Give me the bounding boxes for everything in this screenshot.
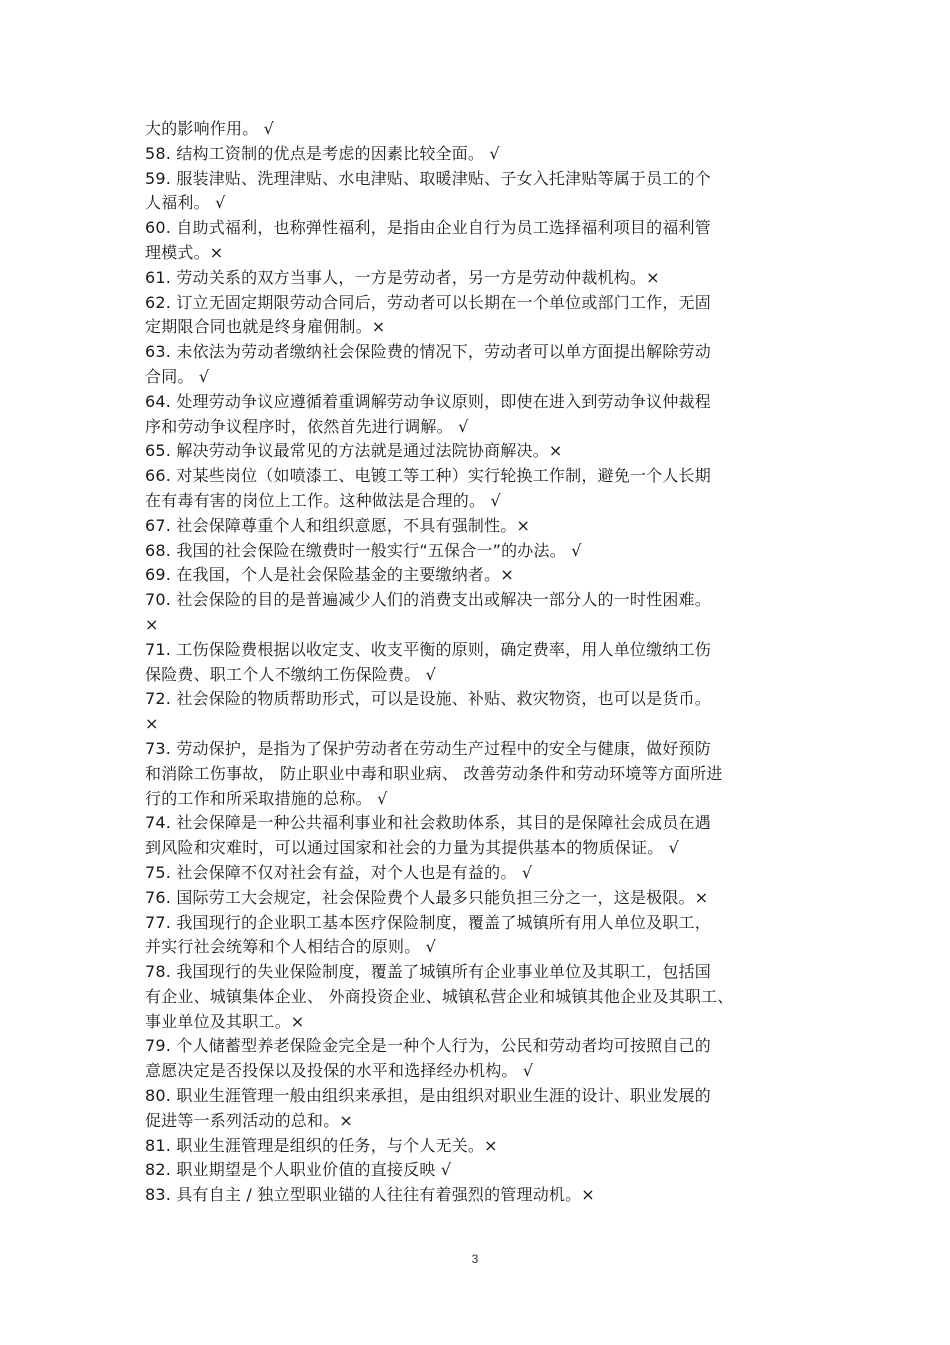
text-line: 63. 未依法为劳动者缴纳社会保险费的情况下，劳动者可以单方面提出解除劳动: [145, 342, 711, 362]
text-line: 和消除工伤事故， 防止职业中毒和职业病、 改善劳动条件和劳动环境等方面所进: [145, 763, 723, 783]
text-line: 61. 劳动关系的双方当事人，一方是劳动者，另一方是劳动仲裁机构。×: [145, 267, 660, 287]
text-line: 64. 处理劳动争议应遵循着重调解劳动争议原则，即使在进入到劳动争议仲裁程: [145, 391, 711, 411]
text-line: 定期限合同也就是终身雇佣制。×: [145, 317, 386, 337]
text-line: 81. 职业生涯管理是组织的任务，与个人无关。×: [145, 1135, 498, 1155]
text-line: 65. 解决劳动争议最常见的方法就是通过法院协商解决。×: [145, 441, 563, 461]
text-line: 事业单位及其职工。×: [145, 1011, 305, 1031]
text-line: 71. 工伤保险费根据以收定支、收支平衡的原则，确定费率，用人单位缴纳工伤: [145, 639, 711, 659]
text-line: 82. 职业期望是个人职业价值的直接反映 √: [145, 1160, 452, 1180]
text-line: 保险费、职工个人不缴纳工伤保险费。 √: [145, 664, 437, 684]
text-line: 58. 结构工资制的优点是考虑的因素比较全面。 √: [145, 143, 500, 163]
text-line: 67. 社会保障尊重个人和组织意愿，不具有强制性。×: [145, 515, 531, 535]
text-line: 59. 服装津贴、洗理津贴、水电津贴、取暖津贴、子女入托津贴等属于员工的个: [145, 168, 711, 188]
text-line: ×: [145, 714, 159, 734]
text-line: 78. 我国现行的失业保险制度，覆盖了城镇所有企业事业单位及其职工，包括国: [145, 962, 711, 982]
text-line: 77. 我国现行的企业职工基本医疗保险制度，覆盖了城镇所有用人单位及职工，: [145, 912, 711, 932]
text-line: 意愿决定是否投保以及投保的水平和选择经办机构。 √: [145, 1061, 534, 1081]
text-line: 74. 社会保障是一种公共福利事业和社会救助体系，其目的是保障社会成员在遇: [145, 813, 711, 833]
text-line: ×: [145, 614, 159, 634]
text-line: 76. 国际劳工大会规定，社会保险费个人最多只能负担三分之一，这是极限。×: [145, 887, 709, 907]
text-line: 83. 具有自主 / 独立型职业锚的人往往有着强烈的管理动机。×: [145, 1185, 595, 1205]
text-line: 62. 订立无固定期限劳动合同后，劳动者可以长期在一个单位或部门工作，无固: [145, 292, 711, 312]
text-line: 到风险和灾难时，可以通过国家和社会的力量为其提供基本的物质保证。 √: [145, 838, 680, 858]
text-line: 72. 社会保险的物质帮助形式，可以是设施、补贴、救灾物资，也可以是货币。: [145, 689, 711, 709]
text-line: 79. 个人储蓄型养老保险金完全是一种个人行为，公民和劳动者均可按照自己的: [145, 1036, 711, 1056]
text-line: 人福利。 √: [145, 193, 226, 213]
text-line: 75. 社会保障不仅对社会有益，对个人也是有益的。 √: [145, 862, 533, 882]
page-number: 3: [471, 1252, 479, 1266]
text-line: 合同。 √: [145, 366, 210, 386]
text-line: 60. 自助式福利，也称弹性福利，是指由企业自行为员工选择福利项目的福利管: [145, 218, 711, 238]
text-line: 序和劳动争议程序时，依然首先进行调解。 √: [145, 416, 469, 436]
text-line: 行的工作和所采取措施的总称。 √: [145, 788, 388, 808]
text-line: 68. 我国的社会保险在缴费时一般实行“五保合一”的办法。 √: [145, 540, 582, 560]
text-line: 70. 社会保险的目的是普遍减少人们的消费支出或解决一部分人的一时性困难。: [145, 590, 711, 610]
text-line: 有企业、城镇集体企业、 外商投资企业、城镇私营企业和城镇其他企业及其职工、: [145, 986, 734, 1006]
text-line: 促进等一系列活动的总和。×: [145, 1110, 354, 1130]
text-line: 并实行社会统筹和个人相结合的原则。 √: [145, 937, 437, 957]
document-body: [145, 117, 795, 1208]
text-line: 73. 劳动保护，是指为了保护劳动者在劳动生产过程中的安全与健康，做好预防: [145, 738, 711, 758]
text-line: 69. 在我国，个人是社会保险基金的主要缴纳者。×: [145, 565, 514, 585]
text-line: 理模式。×: [145, 242, 224, 262]
text-line: 66. 对某些岗位（如喷漆工、电镀工等工种）实行轮换工作制，避免一个人长期: [145, 466, 711, 486]
text-line: 80. 职业生涯管理一般由组织来承担，是由组织对职业生涯的设计、职业发展的: [145, 1086, 711, 1106]
text-line: 在有毒有害的岗位上工作。这种做法是合理的。 √: [145, 490, 501, 510]
text-line: 大的影响作用。 √: [145, 119, 275, 138]
